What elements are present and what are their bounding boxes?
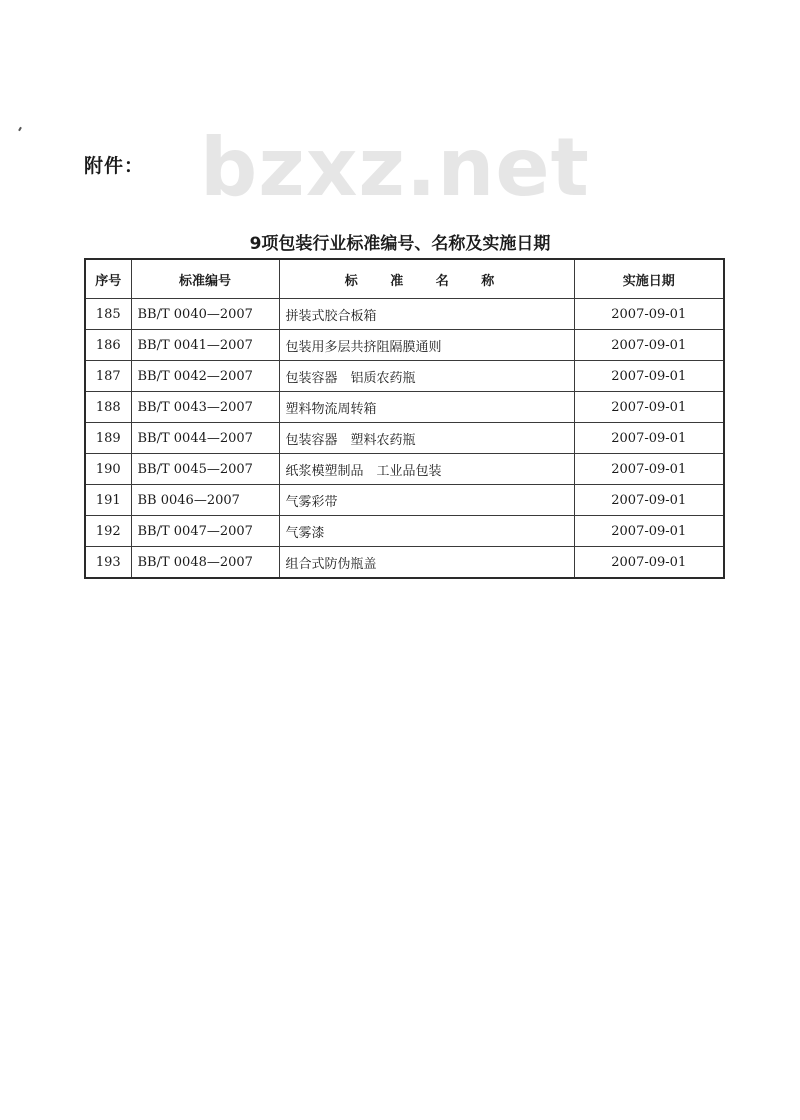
header-seq: 序号 (85, 259, 131, 299)
cell-effective-date: 2007-09-01 (574, 516, 724, 547)
cell-seq: 190 (85, 454, 131, 485)
cell-standard-name: 包装容器 塑料农药瓶 (279, 423, 574, 454)
cell-effective-date: 2007-09-01 (574, 485, 724, 516)
cell-standard-name: 纸浆模塑制品 工业品包装 (279, 454, 574, 485)
cell-seq: 186 (85, 330, 131, 361)
attachment-label: 附件： (84, 155, 145, 177)
table-row (85, 423, 724, 454)
cell-seq: 192 (85, 516, 131, 547)
cell-standard-name: 塑料物流周转箱 (279, 392, 574, 423)
cell-standard-code: BB/T 0047—2007 (131, 516, 279, 547)
cell-effective-date: 2007-09-01 (574, 423, 724, 454)
table-row (85, 547, 724, 579)
table-body (85, 299, 724, 579)
cell-effective-date: 2007-09-01 (574, 454, 724, 485)
watermark: bzxz.net (200, 121, 590, 214)
cell-effective-date: 2007-09-01 (574, 330, 724, 361)
table-row (85, 516, 724, 547)
cell-seq: 187 (85, 361, 131, 392)
cell-standard-name: 拼装式胶合板箱 (279, 299, 574, 330)
scan-mark (18, 127, 22, 131)
table-row (85, 299, 724, 330)
cell-seq: 185 (85, 299, 131, 330)
cell-standard-name: 气雾彩带 (279, 485, 574, 516)
cell-standard-name: 气雾漆 (279, 516, 574, 547)
cell-standard-name: 组合式防伪瓶盖 (279, 547, 574, 579)
cell-standard-code: BB/T 0045—2007 (131, 454, 279, 485)
cell-standard-code: BB 0046—2007 (131, 485, 279, 516)
cell-standard-code: BB/T 0043—2007 (131, 392, 279, 423)
cell-standard-code: BB/T 0041—2007 (131, 330, 279, 361)
table-row (85, 485, 724, 516)
cell-standard-name: 包装用多层共挤阻隔膜通则 (279, 330, 574, 361)
cell-standard-code: BB/T 0048—2007 (131, 547, 279, 579)
cell-effective-date: 2007-09-01 (574, 361, 724, 392)
table-row (85, 392, 724, 423)
cell-standard-code: BB/T 0044—2007 (131, 423, 279, 454)
cell-seq: 191 (85, 485, 131, 516)
cell-seq: 189 (85, 423, 131, 454)
table-header-row (85, 259, 724, 299)
standards-table (84, 258, 725, 579)
cell-standard-name: 包装容器 铝质农药瓶 (279, 361, 574, 392)
header-date: 实施日期 (574, 259, 724, 299)
header-name: 标 准 名 称 (279, 259, 574, 299)
table-row (85, 454, 724, 485)
cell-effective-date: 2007-09-01 (574, 392, 724, 423)
document-title: 9项包装行业标准编号、名称及实施日期 (249, 234, 551, 254)
cell-effective-date: 2007-09-01 (574, 299, 724, 330)
table-row (85, 361, 724, 392)
cell-effective-date: 2007-09-01 (574, 547, 724, 579)
table-row (85, 330, 724, 361)
cell-seq: 188 (85, 392, 131, 423)
header-code: 标准编号 (131, 259, 279, 299)
cell-standard-code: BB/T 0042—2007 (131, 361, 279, 392)
cell-seq: 193 (85, 547, 131, 579)
cell-standard-code: BB/T 0040—2007 (131, 299, 279, 330)
